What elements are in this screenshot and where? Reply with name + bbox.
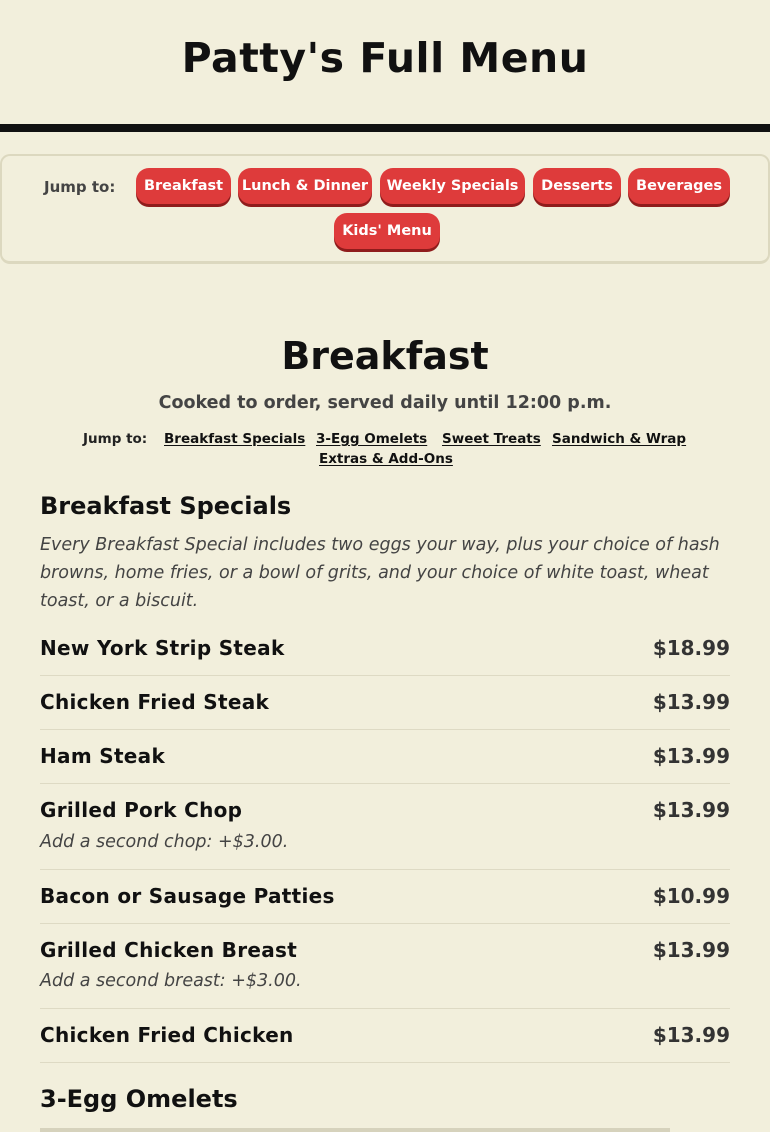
menu-item-price: $13.99 [652, 690, 730, 714]
menu-item [40, 924, 730, 1009]
subsection-title-3-egg-omelets: 3-Egg Omelets [40, 1085, 238, 1113]
menu-item-price: $13.99 [652, 1023, 730, 1047]
menu-item-name: Grilled Pork Chop [40, 798, 243, 822]
menu-item [40, 1009, 730, 1063]
jump-breakfast-button[interactable]: Breakfast [136, 168, 231, 204]
page-header [0, 0, 770, 124]
link-sweet-treats[interactable]: Sweet Treats [442, 431, 541, 447]
menu-item-price: $13.99 [652, 744, 730, 768]
jump-lunch-dinner-button[interactable]: Lunch & Dinner [238, 168, 372, 204]
menu-item-note: Add a second breast: +$3.00. [40, 971, 302, 991]
page-title: Patty's Full Menu [181, 34, 589, 82]
jump-kids-menu-button[interactable]: Kids' Menu [334, 213, 440, 249]
jump-nav [0, 154, 770, 264]
jump-beverages-button[interactable]: Beverages [628, 168, 730, 204]
menu-item [40, 676, 730, 730]
section-title: Breakfast [281, 334, 489, 378]
menu-item-name: Chicken Fried Chicken [40, 1023, 294, 1047]
jump-desserts-button[interactable]: Desserts [533, 168, 621, 204]
link-extras-add-ons[interactable]: Extras & Add-Ons [319, 451, 453, 467]
menu-item-name: New York Strip Steak [40, 636, 285, 660]
menu-item-name: Grilled Chicken Breast [40, 938, 298, 962]
menu-item-name: Ham Steak [40, 744, 166, 768]
menu-item-price: $13.99 [652, 938, 730, 962]
link-3-egg-omelets[interactable]: 3-Egg Omelets [316, 431, 428, 447]
cut-off-text-line [40, 1128, 670, 1132]
menu-item-note: Add a second chop: +$3.00. [40, 832, 289, 852]
link-sandwich-wrap[interactable]: Sandwich & Wrap [552, 431, 687, 447]
menu-item [40, 622, 730, 676]
link-breakfast-specials[interactable]: Breakfast Specials [164, 431, 306, 447]
menu-item [40, 784, 730, 870]
menu-item [40, 730, 730, 784]
section-jump-label: Jump to: [83, 431, 148, 447]
jump-weekly-specials-button[interactable]: Weekly Specials [380, 168, 525, 204]
header-divider [0, 124, 770, 132]
menu-item-price: $18.99 [652, 636, 730, 660]
subsection-title-breakfast-specials: Breakfast Specials [40, 492, 292, 520]
menu-item-price: $13.99 [652, 798, 730, 822]
section-subtitle: Cooked to order, served daily until 12:00 p.m. [158, 393, 612, 413]
menu-item-name: Bacon or Sausage Patties [40, 884, 335, 908]
menu-item-name: Chicken Fried Steak [40, 690, 270, 714]
menu-item-price: $10.99 [652, 884, 730, 908]
menu-item [40, 870, 730, 924]
jump-nav-label: Jump to: [44, 178, 116, 196]
breakfast-specials-intro: Every Breakfast Special includes two eggs your way, plus your choice of hash browns, home fries, or a bowl of grits, and your choice of white toast, wheat toast, or a biscuit. [40, 535, 720, 611]
